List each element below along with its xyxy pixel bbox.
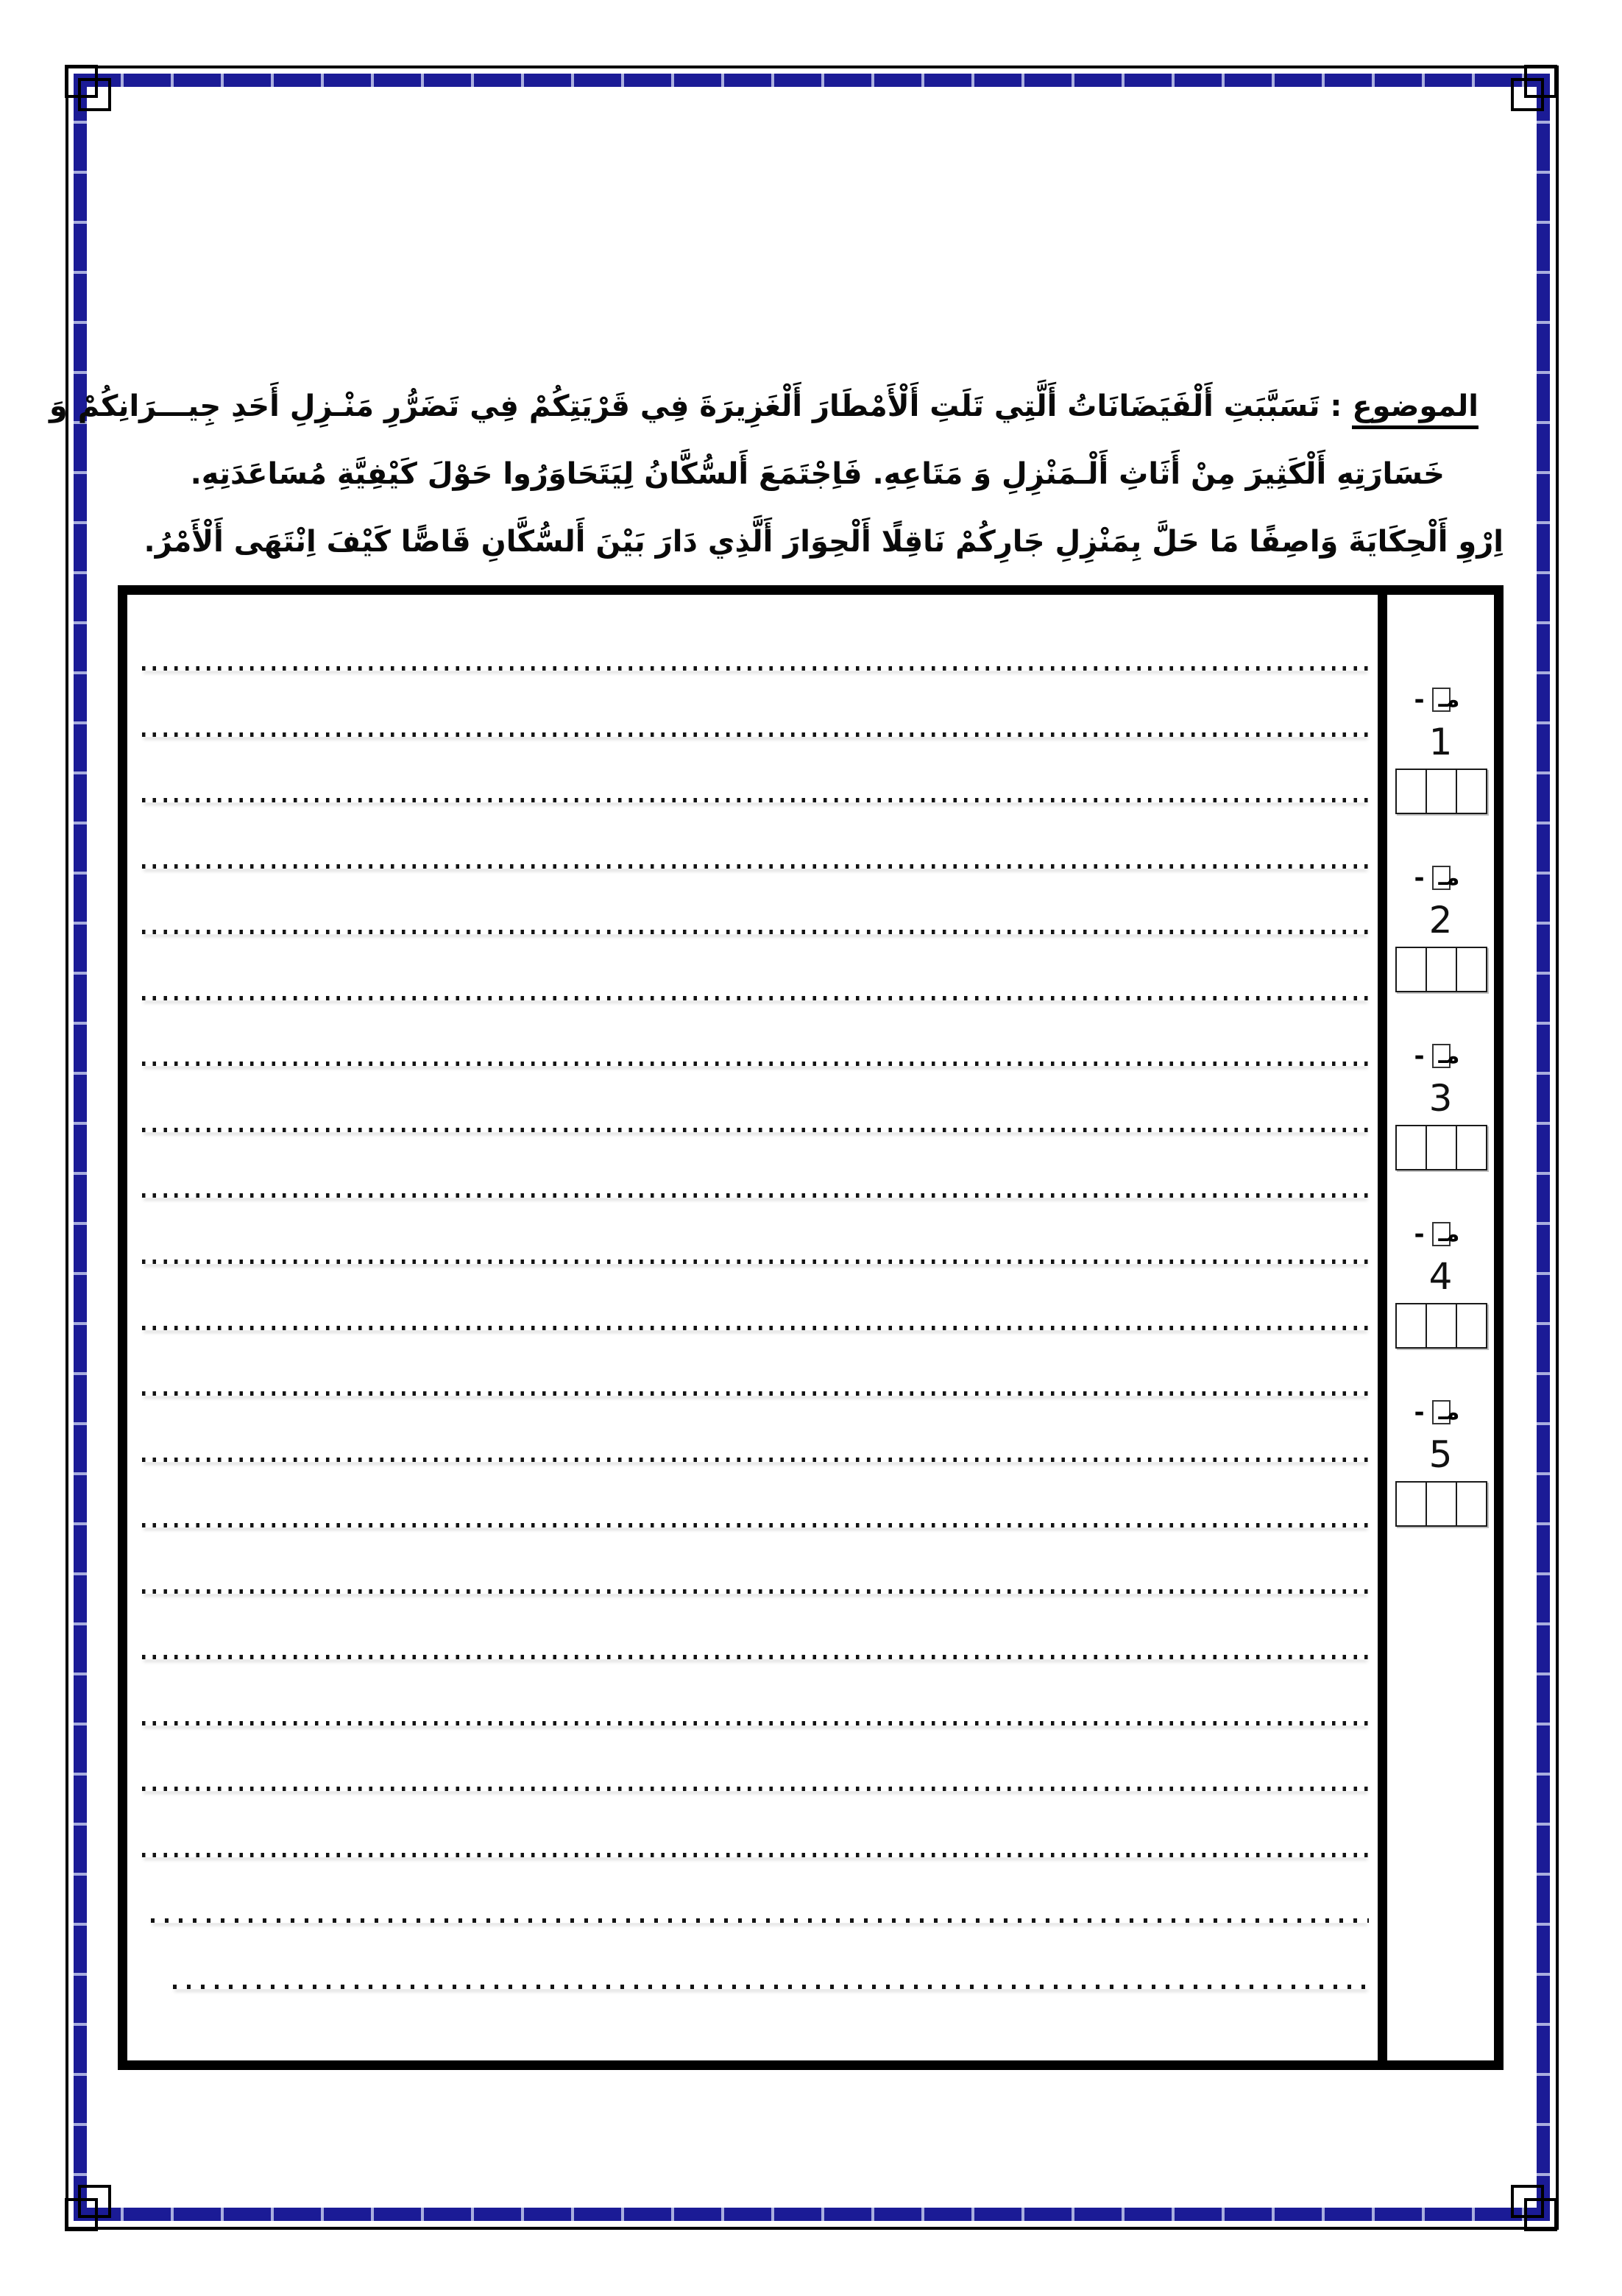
marker-dash: - <box>1414 1220 1425 1249</box>
rubric-item <box>1387 686 1494 819</box>
rubric-column <box>1387 595 1494 2060</box>
corner-ornament <box>1511 2185 1544 2218</box>
writing-line <box>142 1128 1369 1132</box>
border-band-top <box>74 74 1550 87</box>
criterion-marker <box>1414 1399 1467 1428</box>
score-cell <box>1397 1304 1426 1347</box>
score-cells <box>1395 1303 1487 1349</box>
writing-line <box>142 1326 1369 1330</box>
score-cell <box>1426 1483 1456 1525</box>
criterion-number: 5 <box>1428 1433 1453 1476</box>
score-cells <box>1395 769 1487 814</box>
rubric-item <box>1387 1221 1494 1353</box>
topic-line-2: خَسَارَتِهِ أَلْكَثِيرَ مِنْ أَثَاثِ أَلْـمَنْزِلِ وَ مَتَاعِهِ. فَاِجْتَمَعَ أَلسُّكَّانُ لِيَتَحَاوَرُوا حَوْلَ كَيْفِيَّةِ مُسَاعَدَتِهِ. <box>190 457 1445 491</box>
score-cell <box>1456 948 1486 991</box>
topic-line-1 <box>49 372 1505 440</box>
writing-line <box>142 1853 1369 1857</box>
marker-dash: - <box>1414 1398 1425 1427</box>
score-cell <box>1456 770 1486 813</box>
rubric-item <box>1387 1042 1494 1175</box>
writing-line <box>142 1062 1369 1066</box>
criterion-marker <box>1414 1221 1467 1250</box>
topic-line-3: اِرْوِ أَلْحِكَايَةَ وَاصِفًا مَا حَلَّ بِمَنْزِلِ جَارِكُمْ نَاقِلًا أَلْحِوَارَ أَلَّذِي دَارَ بَيْنَ أَلسُّكَّانِ قَاصًّا كَيْفَ اِنْتَهَى أَلْأَمْرُ. <box>144 525 1504 559</box>
criterion-number: 4 <box>1428 1255 1453 1298</box>
meem-glyph: مـ <box>1438 865 1460 891</box>
score-cell <box>1456 1483 1486 1525</box>
rubric-item <box>1387 864 1494 997</box>
writing-line <box>173 1985 1369 1989</box>
marker-dash: - <box>1414 863 1425 893</box>
column-separator <box>1378 595 1387 2060</box>
border-band-right <box>1537 74 1550 2221</box>
score-cell <box>1397 770 1426 813</box>
score-cell <box>1456 1126 1486 1169</box>
score-cells <box>1395 1125 1487 1170</box>
writing-line <box>142 1391 1369 1396</box>
writing-lines-area <box>127 595 1378 2060</box>
score-cells <box>1395 947 1487 992</box>
meem-glyph: مـ <box>1438 687 1460 713</box>
corner-ornament <box>78 2185 111 2218</box>
marker-dash: - <box>1414 685 1425 715</box>
writing-line <box>142 732 1369 737</box>
score-cell <box>1426 1126 1456 1169</box>
criterion-number: 3 <box>1428 1077 1453 1120</box>
score-cell <box>1456 1304 1486 1347</box>
writing-line <box>142 1458 1369 1462</box>
writing-line <box>142 1589 1369 1594</box>
writing-line <box>142 930 1369 934</box>
writing-line <box>142 1655 1369 1659</box>
score-cell <box>1426 948 1456 991</box>
meem-glyph: مـ <box>1438 1221 1460 1247</box>
meem-glyph: مـ <box>1438 1043 1460 1069</box>
topic-line-1-text: : تَسَبَّبَتِ أَلْفَيَضَانَاتُ أَلَّتِي تَلَتِ أَلْأَمْطَارَ أَلْغَزِيرَةَ فِي قَرْيَتِكُمْ فِي تَضَرُّرِ مَنْـزِلِ أَحَدِ جِيـــرَانِكُمْ وَ <box>49 389 1353 423</box>
rubric-item <box>1387 1399 1494 1531</box>
topic-header <box>49 372 1505 576</box>
writing-line <box>142 1721 1369 1725</box>
score-cell <box>1397 1483 1426 1525</box>
border-band-bottom <box>74 2208 1550 2221</box>
score-cell <box>1397 948 1426 991</box>
corner-ornament <box>78 78 111 111</box>
writing-box <box>118 585 1504 2070</box>
topic-label: الموضوع <box>1352 389 1478 429</box>
writing-line <box>142 1523 1369 1527</box>
corner-ornament <box>1511 78 1544 111</box>
criterion-marker <box>1414 1042 1467 1072</box>
score-cell <box>1426 770 1456 813</box>
writing-line <box>142 1787 1369 1791</box>
writing-line <box>142 996 1369 1000</box>
writing-line <box>142 1260 1369 1264</box>
writing-line <box>142 1193 1369 1198</box>
criterion-marker <box>1414 686 1467 716</box>
writing-line <box>142 666 1369 671</box>
criterion-number: 2 <box>1428 899 1453 942</box>
score-cell <box>1397 1126 1426 1169</box>
criterion-marker <box>1414 864 1467 894</box>
score-cell <box>1426 1304 1456 1347</box>
marker-dash: - <box>1414 1042 1425 1071</box>
writing-line <box>142 798 1369 802</box>
writing-line <box>142 864 1369 869</box>
meem-glyph: مـ <box>1438 1399 1460 1425</box>
criterion-number: 1 <box>1428 721 1453 763</box>
writing-line <box>151 1918 1369 1923</box>
score-cells <box>1395 1481 1487 1527</box>
